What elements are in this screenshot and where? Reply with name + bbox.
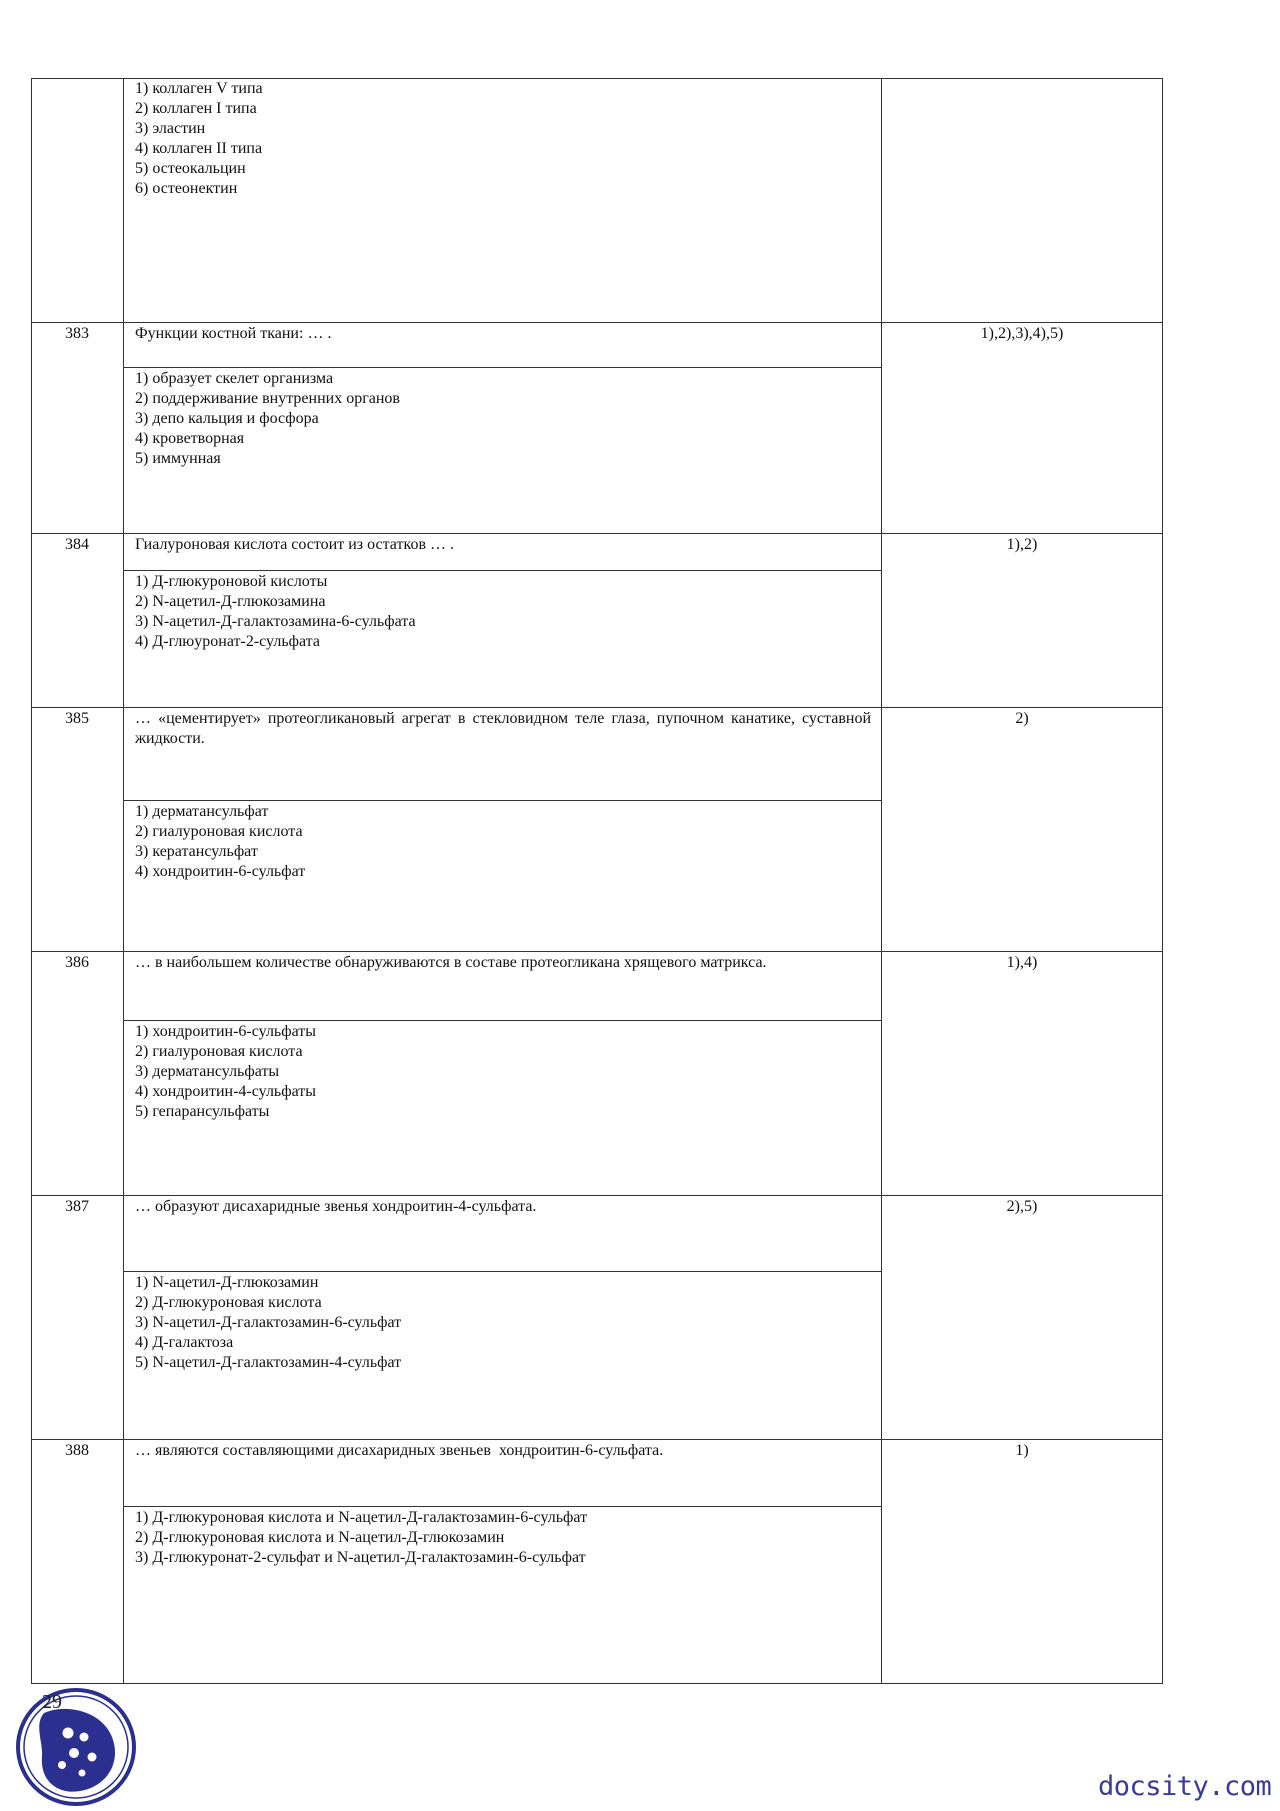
table-border-right (1162, 78, 1163, 1684)
option-item: 1) Д-глюкуроновая кислота и N-ацетил-Д-галактозамин-6-сульфат (135, 1509, 588, 1526)
option-item: 5) иммунная (135, 450, 221, 467)
question-text: … образуют дисахаридные звенья хондроитин-4-сульфата. (135, 1198, 537, 1215)
question-options-divider (123, 800, 881, 801)
answer-text: 1),2) (1006, 536, 1038, 553)
option-item: 1) дерматансульфат (135, 803, 269, 820)
option-item: 4) хондроитин-4-сульфаты (135, 1083, 317, 1100)
question-number: 387 (65, 1198, 89, 1215)
row-line (31, 707, 1163, 708)
answer-text: 2) (1015, 710, 1029, 727)
option-item: 5) остеокальцин (135, 160, 246, 177)
option-item: 1) хондроитин-6-сульфаты (135, 1023, 317, 1040)
option-item: 5) N-ацетил-Д-галактозамин-4-сульфат (135, 1354, 402, 1371)
option-item: 2) гиалуроновая кислота (135, 823, 303, 840)
question-number: 383 (65, 325, 89, 342)
question-options-divider (123, 1271, 881, 1272)
option-item: 1) Д-глюкуроновой кислоты (135, 573, 328, 590)
option-item: 3) N-ацетил-Д-галактозамина-6-сульфата (135, 613, 416, 630)
option-item: 4) кроветворная (135, 430, 245, 447)
option-item: 3) дерматансульфаты (135, 1063, 280, 1080)
option-item: 3) N-ацетил-Д-галактозамин-6-сульфат (135, 1314, 402, 1331)
option-item: 5) гепарансульфаты (135, 1103, 270, 1120)
question-text: Гиалуроновая кислота состоит из остатков … . (135, 536, 454, 553)
question-text: … «цементирует» протеогликановый агрегат в стекловидном теле глаза, пупочном канатике, суставной жидкости. (135, 710, 871, 747)
option-item: 4) хондроитин-6-сульфат (135, 863, 306, 880)
option-item: 4) Д-глюуронат-2-сульфата (135, 633, 320, 650)
option-item: 2) N-ацетил-Д-глюкозамина (135, 593, 326, 610)
option-item: 3) Д-глюкуронат-2-сульфат и N-ацетил-Д-галактозамин-6-сульфат (135, 1549, 586, 1566)
question-text: Функции костной ткани: … . (135, 325, 332, 342)
option-item: 3) кератансульфат (135, 843, 258, 860)
row-line (31, 1683, 1163, 1684)
question-text: … в наибольшем количестве обнаруживаются в составе протеогликана хрящевого матрикса. (135, 954, 767, 971)
option-item: 2) коллаген I типа (135, 100, 257, 117)
option-item: 4) коллаген II типа (135, 140, 263, 157)
option-item: 6) остеонектин (135, 180, 238, 197)
question-options-divider (123, 1020, 881, 1021)
option-item: 2) Д-глюкуроновая кислота и N-ацетил-Д-глюкозамин (135, 1529, 505, 1546)
question-number: 388 (65, 1442, 89, 1459)
question-text: … являются составляющими дисахаридных звеньев хондроитин-6-сульфата. (135, 1442, 664, 1459)
row-line (31, 1195, 1163, 1196)
option-item: 1) коллаген V типа (135, 80, 263, 97)
row-line (31, 533, 1163, 534)
answer-text: 1),4) (1006, 954, 1038, 971)
question-number: 386 (65, 954, 89, 971)
question-options-divider (123, 570, 881, 571)
answer-text: 1) (1015, 1442, 1029, 1459)
option-item: 3) депо кальция и фосфора (135, 410, 319, 427)
docsity-logo-icon (10, 1685, 138, 1809)
question-number: 384 (65, 536, 89, 553)
option-item: 3) эластин (135, 120, 206, 137)
option-item: 4) Д-галактоза (135, 1334, 234, 1351)
option-item: 1) N-ацетил-Д-глюкозамин (135, 1274, 319, 1291)
answer-text: 2),5) (1006, 1198, 1038, 1215)
question-options-divider (123, 1506, 881, 1507)
question-options-divider (123, 367, 881, 368)
option-item: 2) Д-глюкуроновая кислота (135, 1294, 322, 1311)
row-line (31, 951, 1163, 952)
option-item: 2) гиалуроновая кислота (135, 1043, 303, 1060)
page-number: 29 (42, 1691, 62, 1713)
option-item: 2) поддерживание внутренних органов (135, 390, 400, 407)
row-line (31, 322, 1163, 323)
row-line (31, 1439, 1163, 1440)
docsity-watermark-link[interactable]: docsity.com (1098, 1771, 1272, 1802)
answer-text: 1),2),3),4),5) (980, 325, 1064, 342)
table-divider-number (123, 78, 124, 1684)
option-item: 1) образует скелет организма (135, 370, 334, 387)
question-number: 385 (65, 710, 89, 727)
